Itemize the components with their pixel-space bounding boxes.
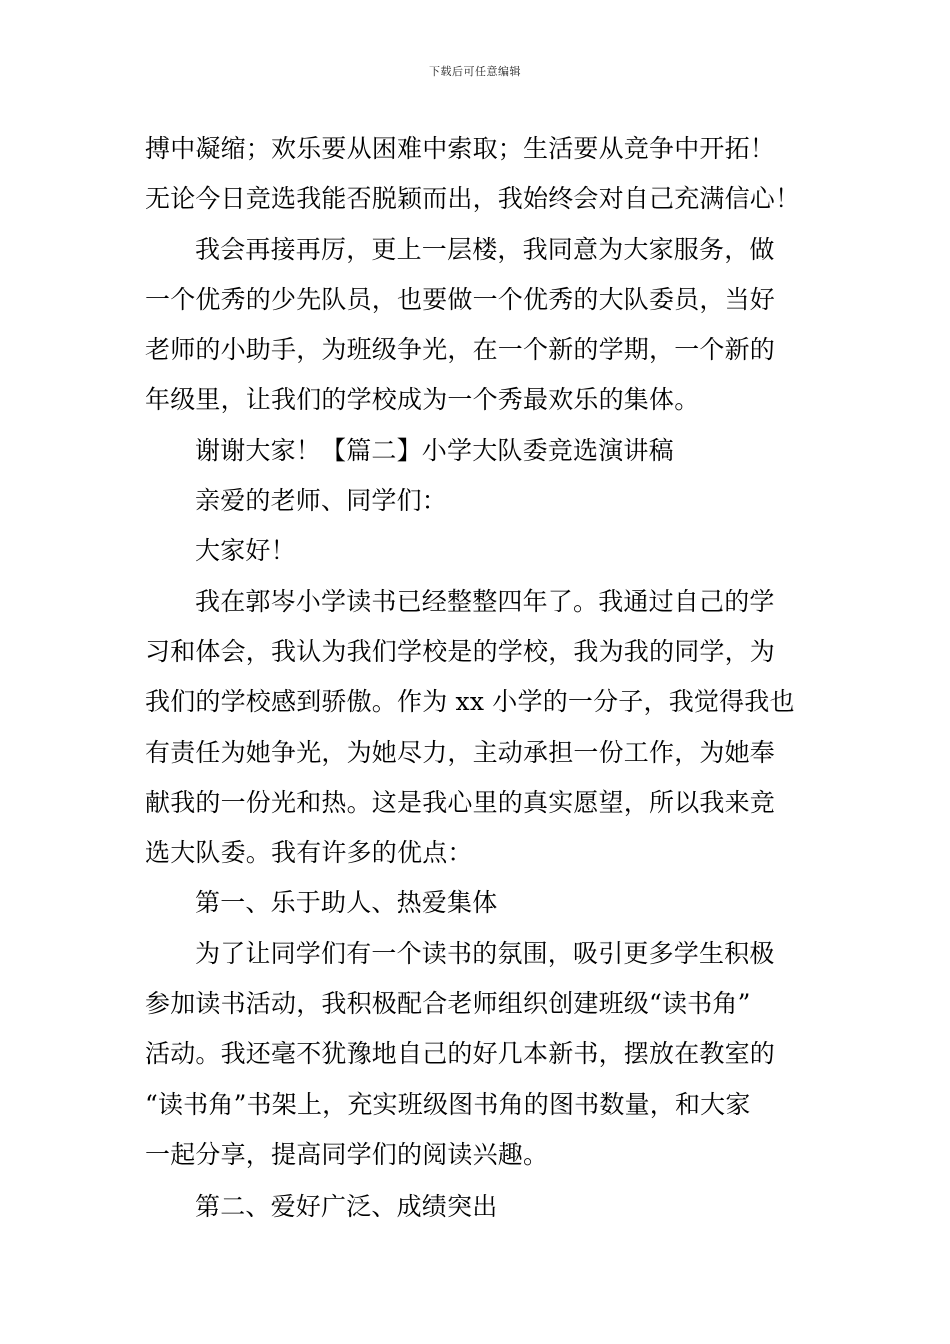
paragraph-line: 我在郭岑小学读书已经整整四年了。我通过自己的学 bbox=[195, 586, 775, 616]
paragraph-line: 我会再接再厉，更上一层楼，我同意为大家服务，做 bbox=[195, 234, 775, 264]
paragraph-line: “读书角”书架上，充实班级图书角的图书数量，和大家 bbox=[145, 1089, 751, 1119]
salutation-line: 亲爱的老师、同学们： bbox=[195, 486, 448, 516]
paragraph-line: 搏中凝缩；欢乐要从困难中索取；生活要从竞争中开拓！ bbox=[145, 134, 776, 163]
document-body bbox=[145, 124, 810, 1233]
section-heading-line: 第二、爱好广泛、成绩突出 bbox=[195, 1192, 498, 1222]
paragraph-line: 我们的学校感到骄傲。作为 xx 小学的一分子，我觉得我也 bbox=[145, 687, 795, 717]
greeting-line: 大家好！ bbox=[195, 536, 296, 566]
paragraph-line: 选大队委。我有许多的优点： bbox=[145, 838, 473, 868]
paragraph-line: 一个优秀的少先队员，也要做一个优秀的大队委员，当好 bbox=[145, 284, 776, 314]
paragraph-line: 老师的小助手，为班级争光，在一个新的学期，一个新的 bbox=[145, 335, 776, 365]
paragraph-line: 活动。我还毫不犹豫地自己的好几本新书，摆放在教室的 bbox=[145, 1039, 776, 1069]
paragraph-line: 有责任为她争光，为她尽力，主动承担一份工作，为她奉 bbox=[145, 737, 776, 767]
paragraph-line: 年级里，让我们的学校成为一个秀最欢乐的集体。 bbox=[145, 385, 700, 415]
paragraph-line: 参加读书活动，我积极配合老师组织创建班级“读书角” bbox=[145, 989, 751, 1019]
paragraph-line: 习和体会，我认为我们学校是的学校，我为我的同学，为 bbox=[145, 636, 776, 666]
paragraph-line: 无论今日竞选我能否脱颖而出，我始终会对自己充满信心！ bbox=[145, 184, 801, 214]
page-header: 下载后可任意编辑 bbox=[429, 65, 521, 78]
paragraph-line: 谢谢大家！【篇二】小学大队委竞选演讲稿 bbox=[195, 435, 674, 465]
paragraph-line: 一起分享，提高同学们的阅读兴趣。 bbox=[145, 1139, 549, 1169]
paragraph-line: 献我的一份光和热。这是我心里的真实愿望，所以我来竞 bbox=[145, 787, 776, 817]
paragraph-line: 为了让同学们有一个读书的氛围，吸引更多学生积极 bbox=[195, 938, 775, 968]
section-heading-line: 第一、乐于助人、热爱集体 bbox=[195, 888, 498, 918]
